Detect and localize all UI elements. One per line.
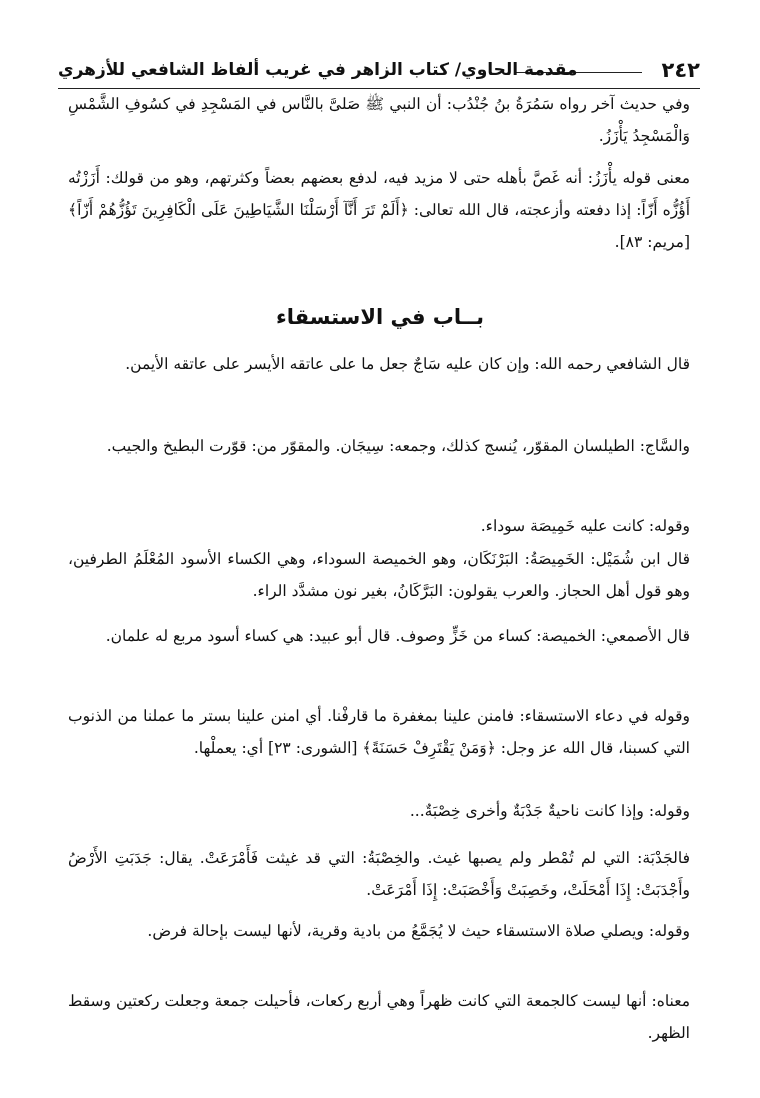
page-number: ٢٤٢ xyxy=(661,58,700,82)
paragraph: وقوله في دعاء الاستسقاء: فامنن علينا بمغفرة ما قارفْنا. أي امنن علينا بستر ما عملنا من الذنوب التي كسبنا، قال الله عز وجل: ﴿وَمَنْ يَقْتَرِفْ حَسَنَةً﴾ [الشورى: ٢٣] أي: يعملْها. xyxy=(68,707,690,757)
section-title: بــاب في الاستسقاء xyxy=(275,305,484,329)
paragraph: وقوله: ويصلي صلاة الاستسقاء حيث لا يُجَمَّعُ من بادية وقرية، لأنها ليست بإحالة فرض. xyxy=(147,922,690,940)
paragraph: والسَّاج: الطيلسان المقوّر، يُنسج كذلك، وجمعه: سِيجَان. والمقوّر من: قوّرت البطيخ والجيب. xyxy=(106,437,690,455)
paragraph: فالجَدْبَة: التي لم تُمْطر ولم يصبها غيث. والخِصْبَةُ: التي قد غيثت فَأَمْرَعَتْ. يقال: جَدَبَتِ الأَرْضُ وأَجْدَبَتْ: إِذَا أَمْحَلَتْ، وخَصِبَتْ وَأَخْصَبَتْ: إِذَا أَمْرَعَتْ. xyxy=(68,849,690,899)
paragraph: وقوله: كانت عليه خَمِيصَة سوداء. xyxy=(480,517,690,535)
paragraph: قال الأصمعي: الخميصة: كساء من خَزٍّ وصوف. قال أبو عبيد: هي كساء أسود مربع له علمان. xyxy=(105,627,690,645)
intro-paragraph: معنى قوله يأْزَزُ: أنه غَصَّ بأهله حتى لا مزيد فيه، لدفع بعضهم بعضاً وكثرتهم، وهو من قولك: أَزَزْتُه أَؤُزُّه أَزّاً: إذا دفعته وأزعجته، قال الله تعالى: ﴿أَلَمْ تَرَ أَنَّآ أَرْسَلْنَا الشَّيَاطِينَ عَلَى الْكَافِرِينَ تَؤُزُّهُمْ أَزّاً﴾ [مريم: ٨٣]. xyxy=(68,169,690,251)
intro-explanation xyxy=(68,162,690,258)
running-header xyxy=(58,52,700,89)
paragraph: وقوله: وإذا كانت ناحيةٌ جَدْبَةٌ وأخرى خِصْبَةٌ... xyxy=(409,802,690,820)
paragraph: قال ابن شُمَيْل: الخَمِيصَةُ: البَرْنَكَان، وهو الخميصة السوداء، وهي الكساء الأسود المُعْلَمُ الطرفين، وهو قول أهل الحجاز. والعرب يقولون: البَرَّكَانُ، بغير نون مشدَّد الراء. xyxy=(68,550,690,600)
paragraph: معناه: أنها ليست كالجمعة التي كانت ظهراً وهي أربع ركعات، فأحيلت جمعة وجعلت ركعتين وسقط الظهر. xyxy=(68,992,690,1042)
paragraph: قال الشافعي رحمه الله: وإن كان عليه سَاجٌ جعل ما على عاتقه الأيسر على عاتقه الأيمن. xyxy=(125,355,690,373)
running-title: مقدمة الحاوي/ كتاب الزاهر في غريب ألفاظ الشافعي للأزهري xyxy=(58,60,578,80)
intro-paragraph: وفي حديث آخر رواه سَمُرَةُ بنُ جُنْدُب: أن النبي ﷺ صَلىَّ بالنَّاس في المَسْجِدِ في كسُوفِ الشَّمْسِ وَالْمَسْجِدُ يَأْزَزُ. xyxy=(68,95,690,145)
intro-hadith xyxy=(68,88,690,152)
